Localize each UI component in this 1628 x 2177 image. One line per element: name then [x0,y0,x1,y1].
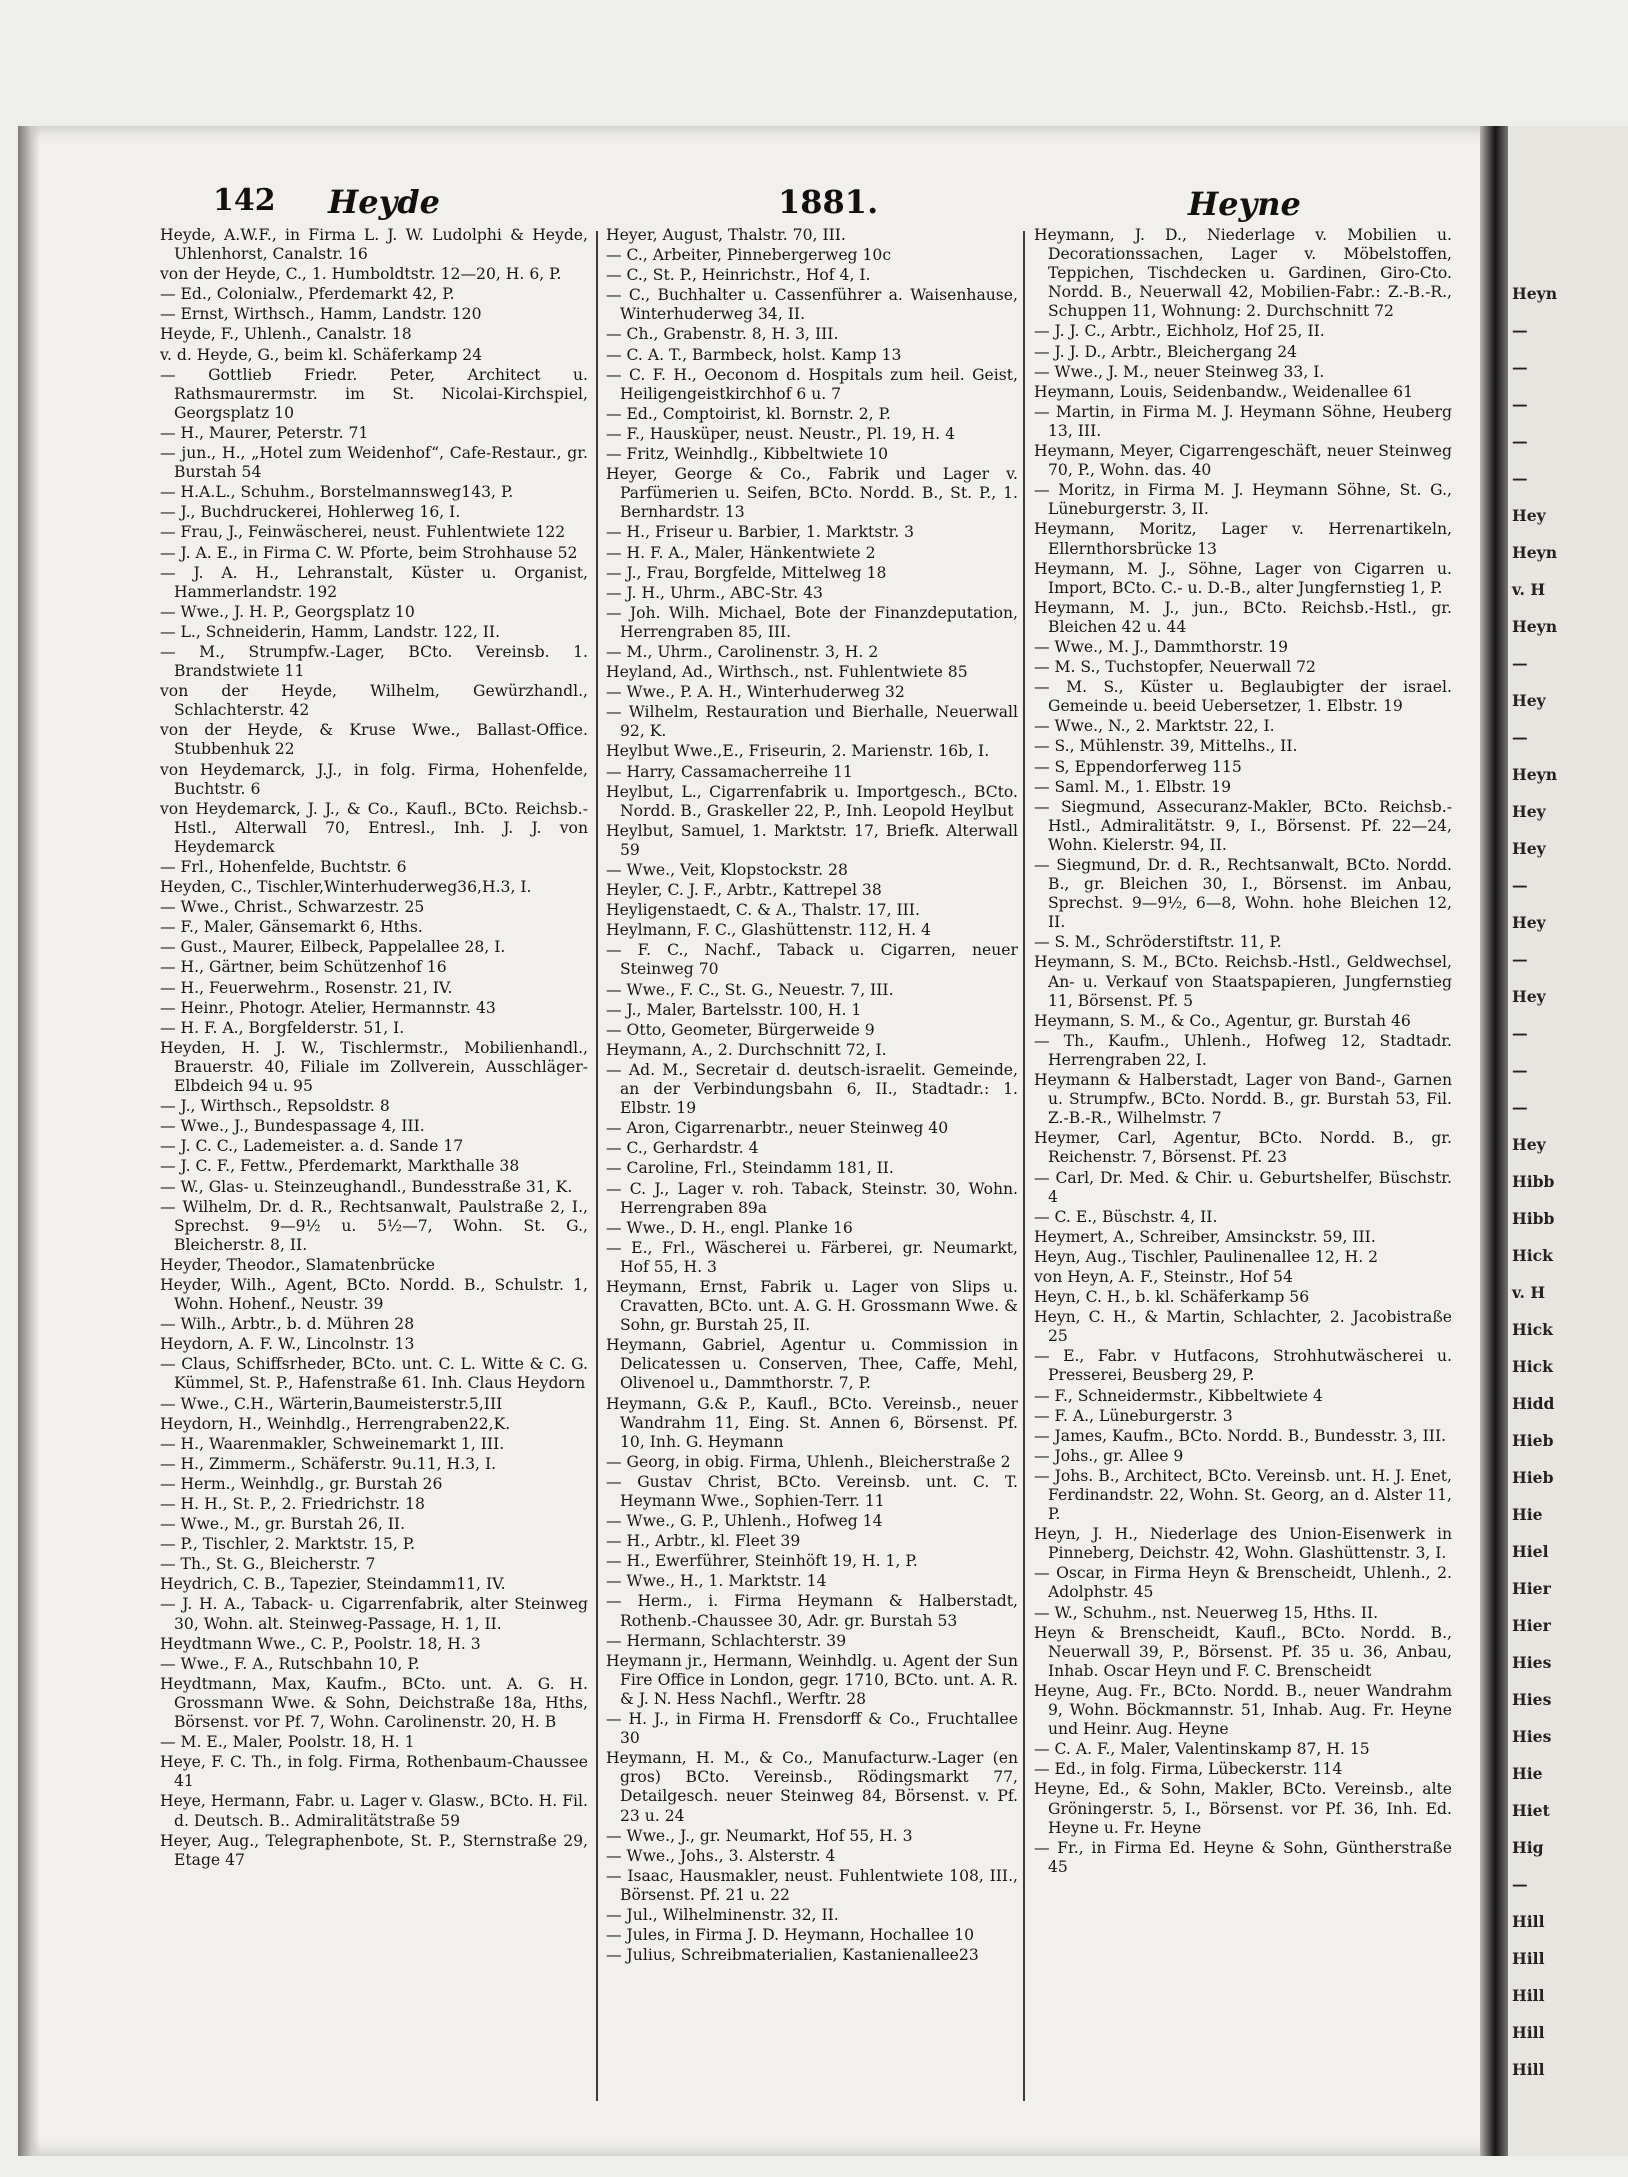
directory-entry: — Frau, J., Feinwäscherei, neust. Fuhlentwiete 122 [160,523,566,542]
directory-entry: v. d. Heyde, G., beim kl. Schäferkamp 24 [160,345,483,364]
directory-entry: — W., Glas- u. Steinzeughandl., Bundesstraße 31, K. [160,1177,573,1196]
directory-entry: — Ed., in folg. Firma, Lübeckerstr. 114 [1034,1760,1343,1779]
directory-entry: — Claus, Schiffsrheder, BCto. unt. C. L. Witte & C. G. Kümmel, St. P., Hafenstraße 61. Inh. Claus Heydorn [160,1355,588,1393]
directory-entry: Heylmann, F. C., Glashüttenstr. 112, H. 4 [606,921,931,940]
directory-entry: Heyder, Theodor., Slamatenbrücke [160,1255,436,1274]
directory-entry: Heymert, A., Schreiber, Amsinckstr. 59, III. [1034,1227,1376,1246]
adjacent-page-fragment: Hick [1512,1357,1553,1376]
directory-entry: — J. H., Uhrm., ABC-Str. 43 [606,583,823,602]
column-3 [1034,226,1452,2111]
directory-entry: Heymann jr., Hermann, Weinhdlg. u. Agent der Sun Fire Office in London, gegr. 1710, BCto. unt. A. R. & J. N. Hess Nachfl., Werftr. 28 [606,1651,1018,1708]
directory-entry: — H.A.L., Schuhm., Borstelmannsweg143, P. [160,483,514,502]
directory-entry: — J., Maler, Bartelsstr. 100, H. 1 [606,1000,862,1019]
directory-entry: Heyden, H. J. W., Tischlermstr., Mobilienhandl., Brauerstr. 40, Filiale im Zollverein, Ausschläger-Elbdeich 94 u. 95 [160,1038,588,1096]
directory-entry: — Wwe., J., Bundespassage 4, III. [160,1117,425,1136]
directory-entry: — Hermann, Schlachterstr. 39 [606,1631,847,1650]
directory-entry: — Ed., Comptoirist, kl. Bornstr. 2, P. [606,404,891,423]
page-edge-shadow [18,126,40,2156]
directory-entry: — Martin, in Firma M. J. Heymann Söhne, Heuberg 13, III. [1034,402,1452,440]
directory-entry: — H. F. A., Borgfelderstr. 51, I. [160,1018,405,1037]
column-rule [596,231,598,2101]
directory-entry: — S. M., Schröderstiftstr. 11, P. [1034,933,1282,952]
directory-entry: — J. J. C., Arbtr., Eichholz, Hof 25, II. [1034,322,1325,341]
directory-entry: — H., Feuerwehrm., Rosenstr. 21, IV. [160,978,453,997]
directory-entry: — Fritz, Weinhdlg., Kibbeltwiete 10 [606,445,889,464]
adjacent-page-fragment: Hick [1512,1246,1553,1265]
adjacent-page-fragment: Hibb [1512,1172,1555,1191]
directory-entry: — F. C., Nachf., Taback u. Cigarren, neuer Steinweg 70 [606,941,1018,979]
adjacent-page-fragment: Hibb [1512,1209,1555,1228]
directory-entry: Heyland, Ad., Wirthsch., nst. Fuhlentwiete 85 [606,663,968,682]
directory-entry: — F., Maler, Gänsemarkt 6, Hths. [160,918,423,937]
directory-entry: — Ed., Colonialw., Pferdemarkt 42, P. [160,285,455,304]
directory-entry: Heydorn, H., Weinhdlg., Herrengraben22,K. [160,1414,511,1433]
directory-entry: Heyler, C. J. F., Arbtr., Kattrepel 38 [606,881,882,900]
directory-entry: — H., Ewerführer, Steinhöft 19, H. 1, P. [606,1552,918,1571]
directory-entry: — J., Wirthsch., Repsoldstr. 8 [160,1097,390,1116]
directory-entry: — C., St. P., Heinrichstr., Hof 4, I. [606,266,871,285]
adjacent-page-fragment: — [1512,1061,1528,1080]
adjacent-page-fragment: Hier [1512,1579,1551,1598]
adjacent-page-fragment: Heyn [1512,543,1558,562]
directory-entry: Heyder, Wilh., Agent, BCto. Nordd. B., Schulstr. 1, Wohn. Hohenf., Neustr. 39 [160,1275,588,1314]
directory-entry: — H. J., in Firma H. Frensdorff & Co., Fruchtallee 30 [606,1710,1018,1748]
adjacent-page-fragment: Hidd [1512,1394,1555,1413]
directory-entry: — Wwe., J. H. P., Georgsplatz 10 [160,602,415,621]
directory-entry: — C. A. F., Maler, Valentinskamp 87, H. 15 [1034,1740,1370,1759]
directory-entry: — H. H., St. P., 2. Friedrichstr. 18 [160,1495,425,1513]
directory-entry: von der Heyde, C., 1. Humboldtstr. 12—20, H. 6, P. [160,265,562,284]
directory-entry: — E., Fabr. v Hutfacons, Strohhutwäscherei u. Presserei, Beusberg 29, P. [1034,1347,1452,1385]
adjacent-page-fragment: Hier [1512,1616,1551,1635]
directory-entry: — J. A. E., in Firma C. W. Pforte, beim Strohhause 52 [160,543,578,562]
directory-entry: — Wwe., J., gr. Neumarkt, Hof 55, H. 3 [606,1826,913,1845]
directory-entry: von der Heyde, & Kruse Wwe., Ballast-Office. Stubbenhuk 22 [160,721,588,759]
directory-entry: — Carl, Dr. Med. & Chir. u. Geburtshelfer, Büschstr. 4 [1034,1168,1452,1206]
directory-entry: — Herm., Weinhdlg., gr. Burstah 26 [160,1474,443,1493]
adjacent-page-fragment: Hill [1512,1949,1545,1968]
directory-entry: — Wwe., M. J., Dammthorstr. 19 [1034,637,1289,656]
directory-entry: — F., Schneidermstr., Kibbeltwiete 4 [1034,1386,1323,1405]
directory-entry: — J., Frau, Borgfelde, Mittelweg 18 [606,563,887,582]
directory-entry: Heymann, Louis, Seidenbandw., Weidenallee 61 [1034,382,1413,401]
directory-entry: Heydrich, C. B., Tapezier, Steindamm11, IV. [160,1575,506,1594]
directory-entry: — J., Buchdruckerei, Hohlerweg 16, I. [160,503,461,522]
directory-entry: — Herm., i. Firma Heymann & Halberstadt, Rothenb.-Chaussee 30, Adr. gr. Burstah 53 [606,1592,1018,1630]
directory-entry: — Wwe., D. H., engl. Planke 16 [606,1218,853,1237]
directory-entry: Heymann, Gabriel, Agentur u. Commission in Delicatessen u. Conserven, Thee, Caffe, Mehl, Olivenoel u., Dammthorstr. 7, P. [606,1336,1018,1393]
directory-entry: — Isaac, Hausmakler, neust. Fuhlentwiete 108, III., Börsenst. Pf. 21 u. 22 [606,1866,1018,1904]
directory-entry: — M. E., Maler, Poolstr. 18, H. 1 [160,1733,415,1752]
directory-entry: — Wwe., M., gr. Burstah 26, II. [160,1515,406,1534]
directory-entry: — James, Kaufm., BCto. Nordd. B., Bundesstr. 3, III. [1034,1426,1447,1445]
adjacent-page-fragment: Hey [1512,1135,1546,1154]
directory-entry: — Ad. M., Secretair d. deutsch-israelit. Gemeinde, an der Verbindungsbahn 6, II., Stadtadr.: 1. Elbstr. 19 [606,1060,1018,1118]
directory-entry: Heye, Hermann, Fabr. u. Lager v. Glasw., BCto. H. Fil. d. Deutsch. B.. Admiralitätstraße 59 [160,1792,588,1830]
adjacent-page-fragment: — [1512,1024,1528,1043]
adjacent-page-fragment: — [1512,321,1528,340]
directory-entry: — Ch., Grabenstr. 8, H. 3, III. [606,325,839,344]
adjacent-page-fragment: — [1512,469,1528,488]
adjacent-page-fragment: Hill [1512,2023,1545,2042]
adjacent-page-fragment: — [1512,950,1528,969]
directory-entry: Heyne, Aug. Fr., BCto. Nordd. B., neuer Wandrahm 9, Wohn. Böckmannstr. 51, Inhab. Aug. Fr. Heyne und Heinr. Aug. Heyne [1034,1681,1452,1739]
directory-entry: Heylbut Wwe.,E., Friseurin, 2. Marienstr. 16b, I. [606,742,990,761]
directory-entry: — Wwe., C.H., Wärterin,Baumeisterstr.5,III [160,1394,503,1413]
directory-entry: — J. C. F., Fettw., Pferdemarkt, Markthalle 38 [160,1157,520,1176]
directory-entry: — Johs., gr. Allee 9 [1034,1446,1184,1465]
adjacent-page-fragment: Hiet [1512,1801,1550,1820]
adjacent-page-fragment: Hey [1512,913,1546,932]
adjacent-page-fragment: Hiel [1512,1542,1549,1561]
directory-entry: — Ernst, Wirthsch., Hamm, Landstr. 120 [160,305,482,324]
directory-entry: — Harry, Cassamacherreihe 11 [606,762,853,781]
directory-entry: — C., Gerhardstr. 4 [606,1139,759,1158]
directory-entry: — J. J. D., Arbtr., Bleichergang 24 [1034,342,1298,361]
directory-entry: — Aron, Cigarrenarbtr., neuer Steinweg 40 [606,1119,949,1138]
directory-entry: Heydorn, A. F. W., Lincolnstr. 13 [160,1335,415,1354]
directory-entry: Heyer, George & Co., Fabrik und Lager v. Parfümerien u. Seifen, BCto. Nordd. B., St. P., 1. Bernhardstr. 13 [606,465,1018,522]
adjacent-page-fragment: Heyn [1512,617,1558,636]
directory-entry: — F., Hausküper, neust. Neustr., Pl. 19, H. 4 [606,424,955,443]
directory-entry: — E., Frl., Wäscherei u. Färberei, gr. Neumarkt, Hof 55, H. 3 [606,1238,1018,1276]
adjacent-page-fragment: Hick [1512,1320,1553,1339]
adjacent-page-fragment: Hill [1512,1986,1545,2005]
right-running-head: Heyne [1188,185,1301,223]
column-1 [160,226,588,2111]
adjacent-page-fragment: — [1512,728,1528,747]
directory-entry: — Wwe., Johs., 3. Alsterstr. 4 [606,1846,836,1865]
directory-entry: Heyn, C. H., & Martin, Schlachter, 2. Jacobistraße 25 [1034,1308,1452,1346]
adjacent-page-fragment: Hey [1512,691,1546,710]
directory-entry: — Frl., Hohenfelde, Buchtstr. 6 [160,858,407,876]
directory-entry: — M. S., Tuchstopfer, Neuerwall 72 [1034,658,1316,677]
directory-entry: — W., Schuhm., nst. Neuerweg 15, Hths. II. [1034,1603,1379,1622]
directory-entry: — Jules, in Firma J. D. Heymann, Hochallee 10 [606,1926,975,1945]
directory-entry: Heyde, F., Uhlenh., Canalstr. 18 [160,325,412,344]
directory-entry: Heyn & Brenscheidt, Kaufl., BCto. Nordd. B., Neuerwall 39, P., Börsenst. Pf. 35 u. 36, Anbau, Inhab. Oscar Heyn und F. C. Brenscheidt [1034,1623,1452,1680]
directory-entry: — C., Arbeiter, Pinnebergerweg 10c [606,246,892,265]
directory-entry: von Heydemarck, J.J., in folg. Firma, Hohenfelde, Buchtstr. 6 [160,760,588,798]
adjacent-page-fragment: Hies [1512,1653,1552,1672]
directory-entry: — C. E., Büschstr. 4, II. [1034,1207,1218,1226]
directory-entry: Heydtmann Wwe., C. P., Poolstr. 18, H. 3 [160,1634,481,1653]
directory-entry: Heymann, Meyer, Cigarrengeschäft, neuer Steinweg 70, P., Wohn. das. 40 [1034,442,1452,480]
directory-entry: Heylbut, Samuel, 1. Marktstr. 17, Briefk. Alterwall 59 [606,821,1018,859]
directory-entry: — Jul., Wilhelminenstr. 32, II. [606,1905,839,1924]
directory-entry: — Johs. B., Architect, BCto. Vereinsb. unt. H. J. Enet, Ferdinandstr. 22, Wohn. St. Georg, an d. Alster 11, P. [1034,1466,1452,1524]
adjacent-page-fragment: Heyn [1512,284,1558,303]
directory-entry: Heyn, C. H., b. kl. Schäferkamp 56 [1034,1288,1310,1307]
directory-entry: — H., Waarenmakler, Schweinemarkt 1, III. [160,1434,505,1453]
directory-entry: — L., Schneiderin, Hamm, Landstr. 122, II. [160,622,501,641]
page-header [213,183,1423,225]
adjacent-page-fragment: Hey [1512,839,1546,858]
directory-entry: Heylbut, L., Cigarrenfabrik u. Importgesch., BCto. Nordd. B., Graskeller 22, P., Inh. Leopold Heylbut [606,782,1018,820]
directory-entry: — H., Friseur u. Barbier, 1. Marktstr. 3 [606,523,915,542]
adjacent-page-edge [1508,126,1628,2156]
directory-entry: — C. F. H., Oeconom d. Hospitals zum heil. Geist, Heiligengeistkirchhof 6 u. 7 [606,365,1018,403]
adjacent-page-fragment: Hey [1512,802,1546,821]
directory-entry: — P., Tischler, 2. Marktstr. 15, P. [160,1535,416,1554]
directory-entry: Heymann, J. D., Niederlage v. Mobilien u. Decorationssachen, Lager v. Möbelstoffen, Teppichen, Tischdecken u. Gardinen, Giro-Cto. Nordd. B., Neuerwall 42, Mobilien-Fabr.: Z.-B.-R., Schuppen 11, Wohnung: 2. Durchschnitt 72 [1034,226,1452,321]
directory-entry: — Wwe., Veit, Klopstockstr. 28 [606,861,848,879]
directory-entry: — C. A. T., Barmbeck, holst. Kamp 13 [606,345,902,364]
adjacent-page-fragment: Hieb [1512,1468,1554,1487]
directory-entry: von der Heyde, Wilhelm, Gewürzhandl., Schlachterstr. 42 [160,682,588,720]
directory-entry: — Wwe., N., 2. Marktstr. 22, I. [1034,717,1275,736]
directory-entry: — H., Arbtr., kl. Fleet 39 [606,1532,801,1551]
directory-entry: — Wwe., P. A. H., Winterhuderweg 32 [606,683,905,702]
directory-entry: — Th., St. G., Bleicherstr. 7 [160,1555,376,1574]
directory-entry: von Heydemarck, J. J., & Co., Kaufl., BCto. Reichsb.-Hstl., Alterwall 70, Entresl., Inh. J. J. von Heydemarck [160,799,588,856]
directory-entry: Heyn, Aug., Tischler, Paulinenallee 12, H. 2 [1034,1247,1379,1266]
directory-entry: Heydtmann, Max, Kaufm., BCto. unt. A. G. H. Grossmann Wwe. & Sohn, Deichstraße 18a, Hths, Börsenst. vor Pf. 7, Wohn. Carolinenstr. 20, H. B [160,1674,588,1732]
directory-entry: Heyden, C., Tischler,Winterhuderweg36,H.3, I. [160,878,532,897]
directory-entry: — Georg, in obig. Firma, Uhlenh., Bleicherstraße 2 [606,1452,1011,1471]
adjacent-page-fragment: Hie [1512,1764,1543,1783]
directory-page [18,126,1558,2156]
directory-entry: — J. H. A., Taback- u. Cigarrenfabrik, alter Steinweg 30, Wohn. alt. Steinweg-Passage, H. 1, II. [160,1595,588,1633]
directory-entry: — Gottlieb Friedr. Peter, Architect u. Rathsmaurermstr. im St. Nicolai-Kirchspiel, Georgsplatz 10 [160,365,588,422]
directory-entry: Heymann, G.& P., Kaufl., BCto. Vereinsb., neuer Wandrahm 11, Eing. St. Annen 6, Börsenst. Pf. 10, Inh. G. Heymann [606,1394,1018,1451]
directory-entry: — J. C. C., Lademeister. a. d. Sande 17 [160,1137,464,1156]
directory-entry: — C. J., Lager v. roh. Taback, Steinstr. 30, Wohn. Herrengraben 89a [606,1179,1018,1217]
directory-entry: Heymer, Carl, Agentur, BCto. Nordd. B., gr. Reichenstr. 7, Börsenst. Pf. 23 [1034,1129,1452,1167]
directory-entry: Heymann & Halberstadt, Lager von Band-, Garnen u. Strumpfw., BCto. Nordd. B., gr. Burstah 53, Fil. Z.-B.-R., Wilhelmstr. 7 [1034,1071,1452,1128]
directory-entry: Heyer, Aug., Telegraphenbote, St. P., Sternstraße 29, Etage 47 [160,1831,588,1869]
directory-entry: — Siegmund, Dr. d. R., Rechtsanwalt, BCto. Nordd. B., gr. Bleichen 30, I., Börsenst. im Anbau, Sprechst. 9—9½, 6—8, Wohn. hohe Bleichen 12, II. [1034,856,1452,932]
directory-entry: — M., Uhrm., Carolinenstr. 3, H. 2 [606,642,879,661]
directory-entry: — S, Eppendorferweg 115 [1034,757,1242,776]
book-spine [1480,126,1508,2156]
directory-entry: — Moritz, in Firma M. J. Heymann Söhne, St. G., Lüneburgerstr. 3, II. [1034,481,1452,519]
adjacent-page-fragment: Hey [1512,987,1546,1006]
year-heading: 1881. [778,183,879,221]
directory-entry: Heymann, Moritz, Lager v. Herrenartikeln, Ellernthorsbrücke 13 [1034,520,1452,558]
directory-entry: von Heyn, A. F., Steinstr., Hof 54 [1034,1267,1293,1286]
directory-entry: — Wwe., H., 1. Marktstr. 14 [606,1572,827,1591]
adjacent-page-fragment: — [1512,1098,1528,1117]
directory-entry: — Wilhelm, Restauration und Bierhalle, Neuerwall 92, K. [606,703,1018,741]
adjacent-page-fragment: Hies [1512,1690,1552,1709]
directory-entry: — Th., Kaufm., Uhlenh., Hofweg 12, Stadtadr. Herrengraben 22, I. [1034,1031,1452,1069]
directory-entry: — Oscar, in Firma Heyn & Brenscheidt, Uhlenh., 2. Adolphstr. 45 [1034,1564,1452,1602]
adjacent-page-fragment: — [1512,654,1528,673]
adjacent-page-fragment: Hieb [1512,1431,1554,1450]
adjacent-page-fragment: — [1512,1875,1528,1894]
directory-entry: — Wwe., J. M., neuer Steinweg 33, I. [1034,362,1325,381]
adjacent-page-fragment: Hill [1512,1912,1545,1931]
directory-entry: Heyer, August, Thalstr. 70, III. [606,226,846,244]
directory-entry: Heyn, J. H., Niederlage des Union-Eisenwerk in Pinneberg, Deichstr. 42, Wohn. Glashüttenstr. 3, I. [1034,1525,1452,1563]
adjacent-page-fragment: Hies [1512,1727,1552,1746]
directory-entry: — M., Strumpfw.-Lager, BCto. Vereinsb. 1. Brandstwiete 11 [160,642,588,681]
column-rule [1023,231,1025,2101]
adjacent-page-fragment: — [1512,395,1528,414]
directory-entry: — Fr., in Firma Ed. Heyne & Sohn, Güntherstraße 45 [1034,1838,1452,1876]
directory-entry: — Julius, Schreibmaterialien, Kastanienallee23 [606,1946,979,1965]
directory-entry: — jun., H., „Hotel zum Weidenhof“, Cafe-Restaur., gr. Burstah 54 [160,444,588,482]
adjacent-page-fragment: Heyn [1512,765,1558,784]
adjacent-page-fragment: Hey [1512,506,1546,525]
directory-entry: — H. F. A., Maler, Hänkentwiete 2 [606,543,876,562]
left-running-head: Heyde [328,183,440,221]
directory-entry: — Gustav Christ, BCto. Vereinsb. unt. C. T. Heymann Wwe., Sophien-Terr. 11 [606,1472,1018,1510]
directory-entry: — Joh. Wilh. Michael, Bote der Finanzdeputation, Herrengraben 85, III. [606,603,1018,641]
directory-entry: — S., Mühlenstr. 39, Mittelhs., II. [1034,737,1298,756]
directory-entry: — Wilhelm, Dr. d. R., Rechtsanwalt, Paulstraße 2, I., Sprechst. 9—9½ u. 5½—7, Wohn. St. G., Bleicherstr. 8, II. [160,1197,588,1254]
adjacent-page-fragment: — [1512,358,1528,377]
directory-entry: Heymann, S. M., BCto. Reichsb.-Hstl., Geldwechsel, An- u. Verkauf von Staatspapieren, Jungfernstieg 11, Börsenst. Pf. 5 [1034,953,1452,1010]
directory-entry: — H., Zimmerm., Schäferstr. 9u.11, H.3, I. [160,1454,497,1473]
directory-entry: Heyligenstaedt, C. & A., Thalstr. 17, III. [606,901,920,920]
directory-entry: Heyne, Ed., & Sohn, Makler, BCto. Vereinsb., alte Gröningerstr. 5, I., Börsenst. vor Pf. 36, Inh. Ed. Heyne u. Fr. Heyne [1034,1780,1452,1837]
directory-entry: — Saml. M., 1. Elbstr. 19 [1034,777,1232,796]
adjacent-page-fragment: — [1512,432,1528,451]
directory-entry: Heymann, Ernst, Fabrik u. Lager von Slips u. Cravatten, BCto. unt. A. G. H. Grossmann Wwe. & Sohn, gr. Burstah 25, II. [606,1277,1018,1335]
directory-entry: — F. A., Lüneburgerstr. 3 [1034,1406,1233,1425]
directory-entry: Heyde, A.W.F., in Firma L. J. W. Ludolphi & Heyde, Uhlenhorst, Canalstr. 16 [160,226,588,264]
adjacent-page-fragment: — [1512,876,1528,895]
adjacent-page-fragment: Hig [1512,1838,1544,1857]
adjacent-page-fragment: v. H [1512,580,1546,599]
adjacent-page-fragment: v. H [1512,1283,1546,1302]
directory-entry: — Caroline, Frl., Steindamm 181, II. [606,1159,894,1178]
directory-entry: — Heinr., Photogr. Atelier, Hermannstr. 43 [160,998,496,1017]
directory-entry: — H., Gärtner, beim Schützenhof 16 [160,958,447,977]
directory-entry: — Wilh., Arbtr., b. d. Mühren 28 [160,1315,415,1334]
directory-entry: — Otto, Geometer, Bürgerweide 9 [606,1020,875,1039]
directory-entry: Heye, F. C. Th., in folg. Firma, Rothenbaum-Chaussee 41 [160,1753,588,1791]
directory-entry: — C., Buchhalter u. Cassenführer a. Waisenhause, Winterhuderweg 34, II. [606,286,1018,324]
directory-entry: — Wwe., F. A., Rutschbahn 10, P. [160,1654,420,1673]
column-2 [606,226,1018,2111]
directory-entry: Heymann, A., 2. Durchschnitt 72, I. [606,1040,887,1059]
directory-entry: Heymann, M. J., Söhne, Lager von Cigarren u. Import, BCto. C.- u. D.-B., alter Jungfernstieg 1, P. [1034,559,1452,597]
directory-entry: — Gust., Maurer, Eilbeck, Pappelallee 28, I. [160,938,506,957]
directory-entry: — Wwe., G. P., Uhlenh., Hofweg 14 [606,1512,883,1531]
adjacent-page-fragment: Hie [1512,1505,1543,1524]
directory-entry: Heymann, M. J., jun., BCto. Reichsb.-Hstl., gr. Bleichen 42 u. 44 [1034,598,1452,636]
directory-entry: — M. S., Küster u. Beglaubigter der israel. Gemeinde u. beeid Uebersetzer, 1. Elbstr. 19 [1034,678,1452,716]
directory-entry: — Siegmund, Assecuranz-Makler, BCto. Reichsb.-Hstl., Admiralitätstr. 9, I., Börsenst. Pf. 22—24, Wohn. Kielerstr. 94, II. [1034,797,1452,854]
directory-entry: — J. A. H., Lehranstalt, Küster u. Organist, Hammerlandstr. 192 [160,563,588,601]
directory-entry: — Wwe., F. C., St. G., Neuestr. 7, III. [606,980,894,999]
directory-entry: — Wwe., Christ., Schwarzestr. 25 [160,898,425,917]
directory-entry: — H., Maurer, Peterstr. 71 [160,423,369,442]
adjacent-page-fragment: Hill [1512,2060,1545,2079]
page-number: 142 [213,183,276,218]
directory-entry: Heymann, S. M., & Co., Agentur, gr. Burstah 46 [1034,1011,1411,1030]
directory-entry: Heymann, H. M., & Co., Manufacturw.-Lager (en gros) BCto. Vereinsb., Rödingsmarkt 77, Detailgesch. neuer Steinweg 84, Börsenst. v. Pf. 23 u. 24 [606,1749,1018,1825]
